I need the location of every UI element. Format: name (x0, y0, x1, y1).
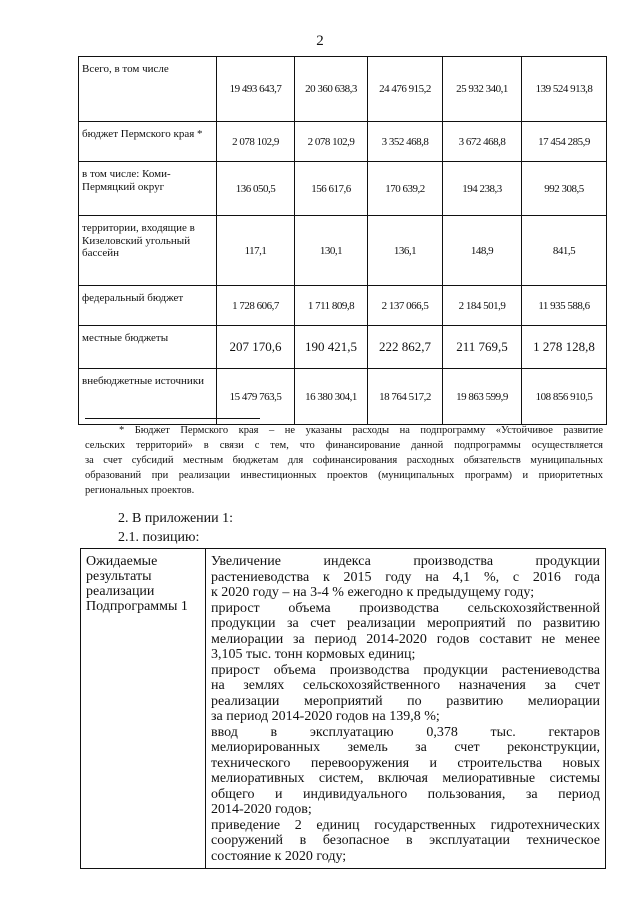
position-text-line: общего и индивидуального пользования, за период (211, 786, 600, 802)
paragraph-appendix: 2. В приложении 1: (118, 511, 234, 526)
table-cell: 1 728 606,7 (217, 286, 295, 326)
table-cell: 222 862,7 (368, 326, 443, 369)
table-cell: 2 078 102,9 (217, 122, 295, 162)
position-text-line: Увеличение индекса производства продукции (211, 554, 600, 569)
footnote (85, 423, 603, 498)
table-cell: 156 617,6 (295, 162, 368, 216)
position-text-cell (206, 549, 606, 869)
position-text-line: прирост объема производства сельскохозяйственной (211, 600, 600, 616)
position-text-line: мелиорации за период 2014-2020 годов составит не менее (211, 631, 600, 647)
row-label: местные бюджеты (79, 326, 217, 369)
table-row (79, 57, 607, 122)
table-cell: 24 476 915,2 (368, 57, 443, 122)
table-cell: 190 421,5 (295, 326, 368, 369)
row-label: территории, входящие в Кизеловский угольный бассейн (79, 216, 217, 286)
position-text-line: за период 2014-2020 годов на 139,8 %; (211, 709, 440, 724)
footnote-rule (85, 418, 260, 419)
position-text-line: сооружений в безопасное в эксплуатации техническое (211, 833, 600, 848)
table-cell: 3 672 468,8 (443, 122, 522, 162)
table-cell: 16 380 304,1 (295, 369, 368, 425)
position-text-line: 3,105 тыс. тонн кормовых единиц; (211, 647, 416, 662)
position-row (81, 549, 606, 869)
table-cell: 117,1 (217, 216, 295, 286)
position-text-line: на землях сельскохозяйственного назначения за счет (211, 678, 600, 693)
table-cell: 207 170,6 (217, 326, 295, 369)
table-cell: 3 352 468,8 (368, 122, 443, 162)
table-cell: 15 479 763,5 (217, 369, 295, 425)
table-cell: 1 278 128,8 (522, 326, 607, 369)
table-cell: 108 856 910,5 (522, 369, 607, 425)
table-row (79, 216, 607, 286)
table-cell: 841,5 (522, 216, 607, 286)
finance-table (78, 56, 607, 425)
row-label: Всего, в том числе (79, 57, 217, 122)
table-cell: 136,1 (368, 216, 443, 286)
position-table (80, 548, 606, 869)
table-cell: 148,9 (443, 216, 522, 286)
position-text-line: мелиорированных земель за счет реконструкции, (211, 740, 600, 755)
position-label-cell: Ожидаемые результаты реализации Подпрограммы 1 (81, 549, 206, 869)
table-cell: 19 863 599,9 (443, 369, 522, 425)
table-cell: 136 050,5 (217, 162, 295, 216)
row-label: в том числе: Коми-Пермяцкий округ (79, 162, 217, 216)
position-text-line: технического перевооружения и строительства новых (211, 755, 600, 771)
footnote-line: региональных проектов. (85, 485, 195, 496)
position-text-line: приведение 2 единиц государственных гидротехнических (211, 817, 600, 833)
paragraph-position: 2.1. позицию: (118, 530, 200, 545)
table-row (79, 162, 607, 216)
table-cell: 992 308,5 (522, 162, 607, 216)
position-text-line: ввод в эксплуатацию 0,378 тыс. гектаров (211, 724, 600, 740)
position-text-line: к 2020 году – на 3-4 % ежегодно к предыдущему году; (211, 585, 535, 600)
page-number: 2 (316, 33, 324, 49)
position-text-line: состояние к 2020 году; (211, 848, 347, 864)
table-cell: 139 524 913,8 (522, 57, 607, 122)
table-cell: 170 639,2 (368, 162, 443, 216)
position-text-line: растениеводства к 2015 году на 4,1 %, с 2016 года (211, 569, 600, 585)
table-cell: 18 764 517,2 (368, 369, 443, 425)
table-row (79, 286, 607, 326)
position-text-line: 2014-2020 годов; (211, 802, 312, 817)
table-cell: 2 184 501,9 (443, 286, 522, 326)
table-row (79, 369, 607, 425)
position-text-line: продукции за счет реализации мероприятий по развитию (211, 616, 600, 631)
position-text-line: реализации мероприятий по развитию мелиорации (211, 693, 600, 709)
table-cell: 2 078 102,9 (295, 122, 368, 162)
footnote-line: образований при реализации инвестиционных проектов (муниципальных программ) и приоритетных (85, 470, 603, 481)
position-text-line: мелиоративных систем, включая мелиоративные системы (211, 771, 600, 786)
table-row (79, 326, 607, 369)
table-cell: 194 238,3 (443, 162, 522, 216)
position-text-line: прирост объема производства продукции растениеводства (211, 662, 600, 678)
table-cell: 25 932 340,1 (443, 57, 522, 122)
footnote-line: сельских территорий» в связи с тем, что финансирование данной подпрограммы осуществляется (85, 440, 603, 451)
table-cell: 1 711 809,8 (295, 286, 368, 326)
table-cell: 130,1 (295, 216, 368, 286)
table-row (79, 122, 607, 162)
table-cell: 17 454 285,9 (522, 122, 607, 162)
row-label: федеральный бюджет (79, 286, 217, 326)
row-label: бюджет Пермского края * (79, 122, 217, 162)
table-cell: 211 769,5 (443, 326, 522, 369)
footnote-line: за счет субсидий местным бюджетам для софинансирования расходных обязательств муниципальных (85, 455, 603, 466)
row-label: внебюджетные источники (79, 369, 217, 425)
table-cell: 11 935 588,6 (522, 286, 607, 326)
table-cell: 2 137 066,5 (368, 286, 443, 326)
table-cell: 20 360 638,3 (295, 57, 368, 122)
footnote-line: * Бюджет Пермского края – не указаны расходы на подпрограмму «Устойчивое развитие (119, 425, 603, 436)
table-cell: 19 493 643,7 (217, 57, 295, 122)
